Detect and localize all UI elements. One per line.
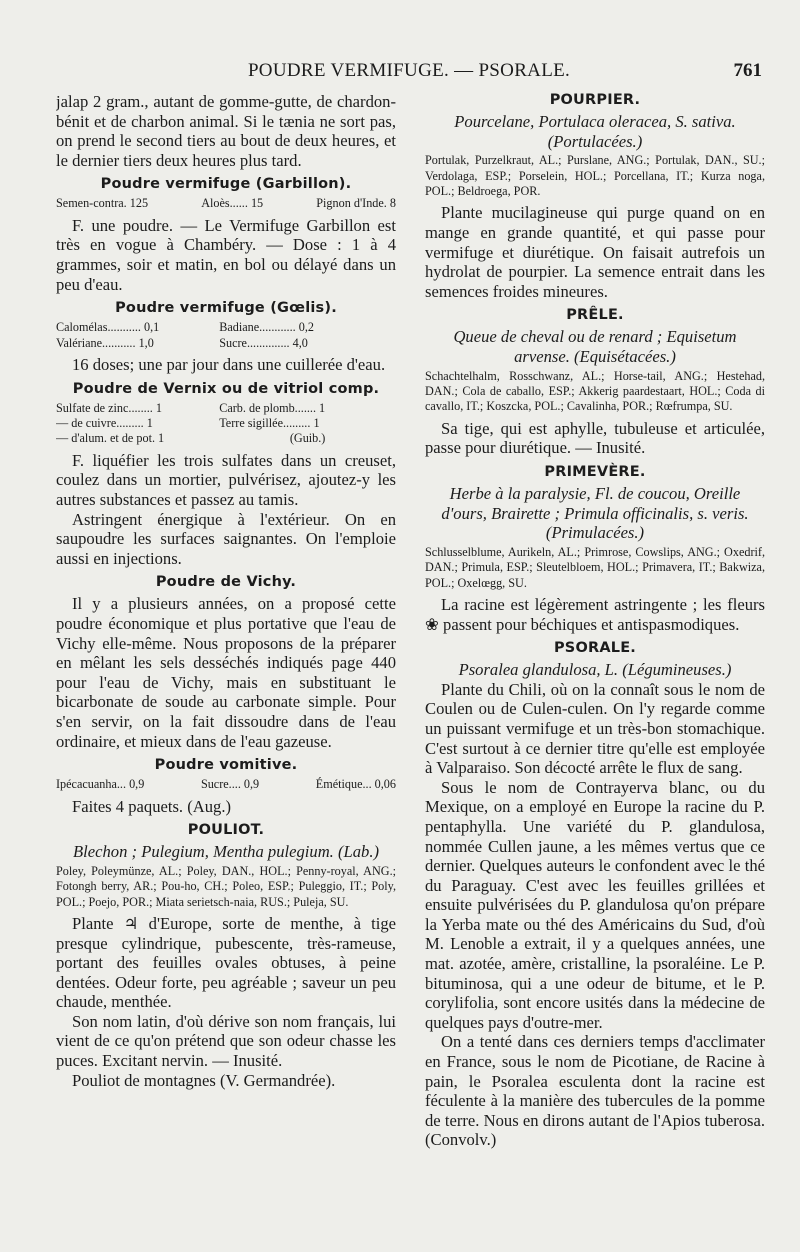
formula-item: Sucre.... 0,9 [200,777,260,792]
vernacular-names-prele: Schachtelhalm, Rosschwanz, AL.; Horse-tail, ANG.; Hestehad, DAN.; Cola de caballo, ESP.; Akkerig paardestaart, HOL.; Coda di cavallo, IT.; Koszcka, POL.; Cavalinha, POR.; Rœfrumpa, SU. [425,368,765,414]
formula-item: Sucre.............. 4,0 [219,335,308,350]
formula-item: — d'alum. et de pot. 1 [56,431,165,446]
formula-item: Badiane............ 0,2 [219,320,314,335]
formula-source: (Guib.) [289,431,326,446]
paragraph-psorale-varieties: Sous le nom de Contrayerva blanc, ou du Mexique, on a employé en Europe la racine du P. pentaphylla. Une variété du P. glandulosa, nommée Cullen jaune, a les mêmes vertus que ce dernier. Quelques auteurs le confondent avec le thé du Paraguay. C'est avec les feuilles grillées et ensuite pulvérisées du P. glandulosa qu'on prépare la Yerba mate ou thé des Américains du Sud, d'où M. Lenoble a extrait, il y a quelques années, une mat. azotée, amère, cristalline, la psoraléine. Le P. bituminosa, qui a une odeur de bitume, et le P. corylifolia, sont encore usités dans la médecine de quelques pays d'outre-mer. [425,777,765,1032]
synonyms-pouliot: Blechon ; Pulegium, Mentha pulegium. (Lab.) [73,842,379,862]
running-title: POUDRE VERMIFUGE. — PSORALE. [247,60,571,81]
paragraph-vichy: Il y a plusieurs années, on a proposé cette poudre économique et plus portative que l'eau de Vichy elle-même. Nous proposons de la préparer en mêlant les sels desséchés indiqués page 440 pour l'eau de Vichy, mais en substituant le bicarbonate de soude au carbonate simple. Pour s'en servir, on la fait dissoudre dans de l'eau ordinaire, et mieux dans de l'eau gazeuse. [56,594,396,751]
formula-item: Pignon d'Inde. 8 [316,196,396,211]
paragraph-vernix-usage: Astringent énergique à l'extérieur. On en saupoudre les surfaces saignantes. On l'emploie aussi en injections. [56,509,396,568]
paragraph-pouliot-description: Plante ♃ d'Europe, sorte de menthe, à tige presque cylindrique, pubescente, très-rameuse, portant des feuilles ovales obtuses, à peine dentées. Odeur forte, peu agréable ; saveur un peu chaude, menthée. [56,913,396,1012]
heading-pouliot: POULIOT. [187,822,265,839]
formula-vomitive [56,777,396,792]
heading-poudre-vernix: Poudre de Vernix ou de vitriol comp. [72,380,380,397]
formula-item: Émétique... 0,06 [315,777,396,792]
formula-row [56,401,396,416]
heading-psorale: PSORALE. [553,640,637,657]
vernacular-names-pourpier: Portulak, Purzelkraut, AL.; Purslane, ANG.; Portulak, DAN., SU.; Verdolaga, ESP.; Porselein, HOL.; Porcellana, IT.; Kurza noga, POL.; Beldroega, POR. [425,153,765,198]
paragraph-psorale-chili: Plante du Chili, où on la connaît sous le nom de Coulen ou de Culen-culen. On l'y regarde comme un puissant vermifuge et un très-bon stomachique. C'est surtout à ce dernier titre qu'elle est employée à Valparaiso. Son décocté arrête le flux de sang. [425,679,765,778]
paragraph-vernix-preparation: F. liquéfier les trois sulfates dans un creuset, coulez dans un mortier, pulvérisez, ajoutez-y les autres substances et passez au tamis. [56,450,396,509]
formula-item: Carb. de plomb....... 1 [219,400,326,415]
paragraph-jalap: jalap 2 gram., autant de gomme-gutte, de chardon-bénit et de charbon animal. Si le tænia ne sort pas, on prend le second tiers au bout de deux heures, et le dernier tiers deux heures plus tard. [56,92,396,170]
heading-poudre-garbillon: Poudre vermifuge (Garbillon). [100,176,352,193]
vernacular-names-pouliot: Poley, Poleymünze, AL.; Poley, DAN., HOL.; Penny-royal, ANG.; Fotongh berry, AR.; Pou-ho, CH.; Poleo, ESP.; Puleggio, IT.; Poly, POL.; Poejo, POR.; Miata serietsch-naia, RUS.; Puleja, SU. [56,863,396,909]
running-head [56,60,762,90]
paragraph-prele: Sa tige, qui est aphylle, tubuleuse et articulée, passe pour diurétique. — Inusité. [425,418,765,458]
synonyms-pourpier: Pourcelane, Portulaca oleracea, S. sativa. (Portulacées.) [454,112,736,151]
formula-row [56,336,396,351]
synonyms-primevere: Herbe à la paralysie, Fl. de coucou, Oreille d'ours, Brairette ; Primula officinalis, s. veris. (Primulacées.) [441,483,749,543]
heading-poudre-vichy: Poudre de Vichy. [155,574,297,591]
paragraph-pourpier: Plante mucilagineuse qui purge quand on en mange en grande quantité, et qui passe pour vermifuge et diurétique. On faisait autrefois un hydrolat de pourpier. La semence entrait dans les semences froides mineures. [425,203,765,301]
formula-item: — de cuivre......... 1 [56,415,153,430]
synonyms-prele: Queue de cheval ou de renard ; Equisetum arvense. (Equisétacées.) [453,327,737,366]
formula-row [56,431,396,446]
page-number: 761 [733,60,762,81]
heading-poudre-goelis: Poudre vermifuge (Gœlis). [115,300,337,317]
formula-item: Aloès...... 15 [201,196,264,211]
paragraph-psorale-esculenta: On a tenté dans ces derniers temps d'acclimater en France, sous le nom de Picotiane, de Racine à pain, le Psoralea esculenta dont la racine est féculente à la manière des tubercules de la pomme de terre. Nous en dirons autant de l'Apios tuberosa. (Convolv.) [425,1032,765,1150]
formula-item: Semen-contra. 125 [56,196,149,211]
synonyms-psorale: Psoralea glandulosa, L. (Légumineuses.) [458,660,732,680]
formula-garbillon [56,196,396,211]
paragraph-pouliot-see-also: Pouliot de montagnes (V. Germandrée). [72,1070,336,1090]
right-column [425,92,765,1222]
heading-prele: PRÊLE. [566,307,624,324]
formula-vernix [56,401,396,447]
left-column [56,92,396,1222]
paragraph-pouliot-name: Son nom latin, d'où dérive son nom français, lui vient de ce qu'on prétend que son odeur chasse les puces. Excitant nervin. — Inusité. [56,1011,396,1071]
paragraph-goelis: 16 doses; une par jour dans une cuillerée d'eau. [72,354,386,374]
paragraph-vomitive: Faites 4 paquets. (Aug.) [72,796,231,816]
formula-item: Valériane........... 1,0 [56,335,154,350]
formula-row [56,320,396,335]
heading-pourpier: POURPIER. [549,92,641,108]
paragraph-primevere: La racine est légèrement astringente ; les fleurs ❀ passent pour béchiques et antispasmodiques. [425,594,765,634]
formula-item: Terre sigillée......... 1 [219,415,320,430]
formula-item: Sulfate de zinc........ 1 [56,400,162,415]
heading-primevere: PRIMEVÈRE. [544,463,646,480]
heading-poudre-vomitive: Poudre vomitive. [154,757,298,774]
formula-row [56,416,396,431]
vernacular-names-primevere: Schlusselblume, Aurikeln, AL.; Primrose, Cowslips, ANG.; Oxedrif, DAN.; Primula, ESP.; Sleutelbloem, HOL.; Primavera, IT.; Bakwiza, POL.; Oxelœgg, SU. [425,544,765,590]
formula-item: Calomélas........... 0,1 [56,320,160,335]
formula-item: Ipécacuanha... 0,9 [56,777,145,792]
paragraph-garbillon: F. une poudre. — Le Vermifuge Garbillon est très en vogue à Chambéry. — Dose : 1 à 4 grammes, soir et matin, en bol ou délayé dans un peu d'eau. [56,215,396,294]
formula-goelis [56,320,396,351]
